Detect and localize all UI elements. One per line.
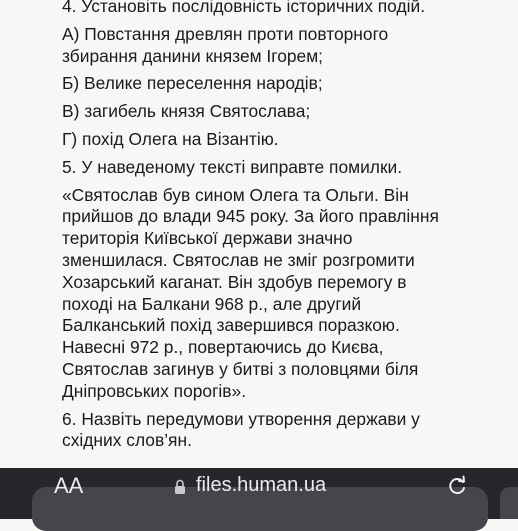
question-4 (62, 0, 507, 18)
text-line: «Святослав був сином Олега та Ольги. Він (62, 184, 409, 205)
text-line: 6. Назвіть передумови утворення держави у (62, 408, 420, 429)
document-content (62, 0, 507, 458)
text-size-button[interactable] (54, 473, 83, 499)
text-line: Навесні 972 р., повертаючись до Києва, (62, 337, 384, 358)
text-line: збирання данини князем Ігорем; (62, 45, 324, 66)
text-line: В) загибель князя Святослава; (62, 101, 311, 122)
text-line: Хозарський каганат. Він здобув перемогу в (62, 271, 407, 292)
quote-text (62, 185, 507, 403)
text-line: Дніпровських порогів». (62, 380, 247, 401)
text-line: прийшов до влади 945 року. За його правління (62, 206, 439, 227)
url-text[interactable]: files.human.ua (196, 474, 327, 496)
text-line: А) Повстання древлян проти повторного (62, 23, 389, 44)
option-a (62, 24, 507, 68)
reload-icon[interactable] (446, 475, 468, 497)
text-line: Балканський похід завершився поразкою. (62, 315, 400, 336)
text-line: територія Київської держави значно (62, 228, 353, 249)
question-6 (62, 409, 507, 453)
text-line: східних слов’ян. (62, 430, 192, 451)
text-line: Б) Велике переселення народів; (62, 73, 323, 94)
text-line: 4. Установіть послідовність історичних подій. (62, 0, 426, 16)
lock-icon (174, 479, 186, 495)
text-line: Г) похід Олега на Візантію. (62, 128, 279, 149)
question-5 (62, 157, 507, 179)
option-g (62, 129, 507, 151)
text-line: Святослав загинув у битві з половцями біля (62, 358, 419, 379)
text-line: поході на Балкани 968 р., але другий (62, 293, 362, 314)
text-size-label: AA (54, 473, 84, 498)
next-tab-edge[interactable] (500, 487, 518, 519)
option-v (62, 101, 507, 123)
text-line: 5. У наведеному тексті виправте помилки. (62, 156, 403, 177)
option-b (62, 73, 507, 95)
text-line: зменшилася. Святослав не зміг розгромити (62, 249, 415, 270)
